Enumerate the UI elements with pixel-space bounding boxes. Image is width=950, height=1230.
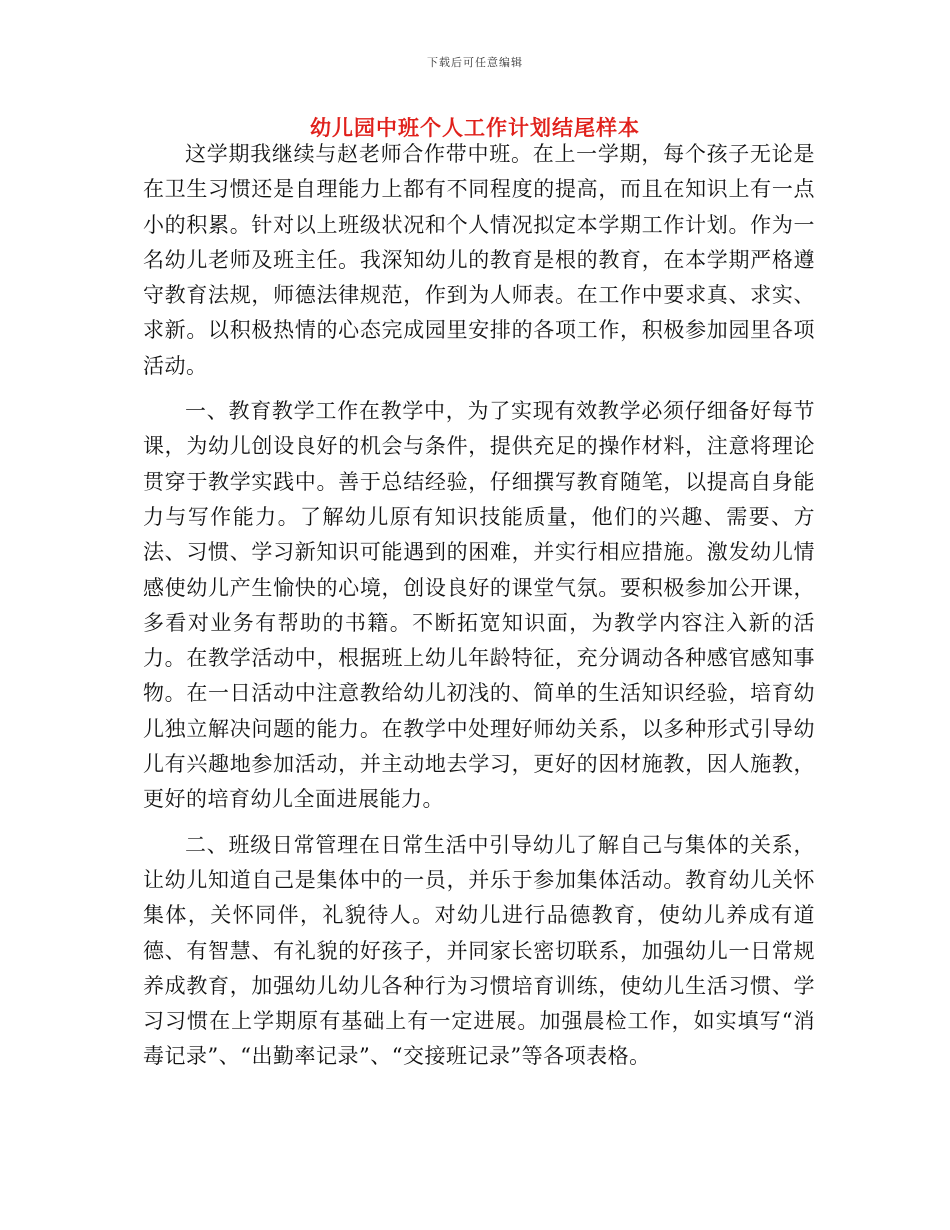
paragraph-teaching-work: 一、教育教学工作在教学中，为了实现有效教学必须仔细备好每节课，为幼儿创设良好的机会与条件，提供充足的操作材料，注意将理论贯穿于教学实践中。善于总结经验，仔细撰写教育随笔，以提高自身能力与写作能力。了解幼儿原有知识技能质量，他们的兴趣、需要、方法、习惯、学习新知识可能遇到的困难，并实行相应措施。激发幼儿情感使幼儿产生愉快的心境，创设良好的课堂气氛。要积极参加公开课，多看对业务有帮助的书籍。不断拓宽知识面，为教学内容注入新的活力。在教学活动中，根据班上幼儿年龄特征，充分调动各种感官感知事物。在一日活动中注意教给幼儿初浅的、简单的生活知识经验，培育幼儿独立解决问题的能力。在教学中处理好师幼关系，以多种形式引导幼儿有兴趣地参加活动，并主动地去学习，更好的因材施教，因人施教，更好的培育幼儿全面进展能力。 (143, 399, 815, 812)
header-note: 下载后可任意编辑 (427, 56, 523, 69)
paragraph-intro: 这学期我继续与赵老师合作带中班。在上一学期，每个孩子无论是在卫生习惯还是自理能力上都有不同程度的提高，而且在知识上有一点小的积累。针对以上班级状况和个人情况拟定本学期工作计划。作为一名幼儿老师及班主任。我深知幼儿的教育是根的教育，在本学期严格遵守教育法规，师德法律规范，作到为人师表。在工作中要求真、求实、求新。以积极热情的心态完成园里安排的各项工作，积极参加园里各项活动。 (143, 142, 815, 378)
document-body (143, 137, 815, 1085)
document-title: 幼儿园中班个人工作计划结尾样本 (310, 115, 640, 140)
paragraph-class-management: 二、班级日常管理在日常生活中引导幼儿了解自己与集体的关系，让幼儿知道自己是集体中的一员，并乐于参加集体活动。教育幼儿关怀集体，关怀同伴，礼貌待人。对幼儿进行品德教育，使幼儿养成有道德、有智慧、有礼貌的好孩子，并同家长密切联系，加强幼儿一日常规养成教育，加强幼儿幼儿各种行为习惯培育训练，使幼儿生活习惯、学习习惯在上学期原有基础上有一定进展。加强晨检工作，如实填写“消毒记录”、“出勤率记录”、“交接班记录”等各项表格。 (143, 832, 815, 1069)
